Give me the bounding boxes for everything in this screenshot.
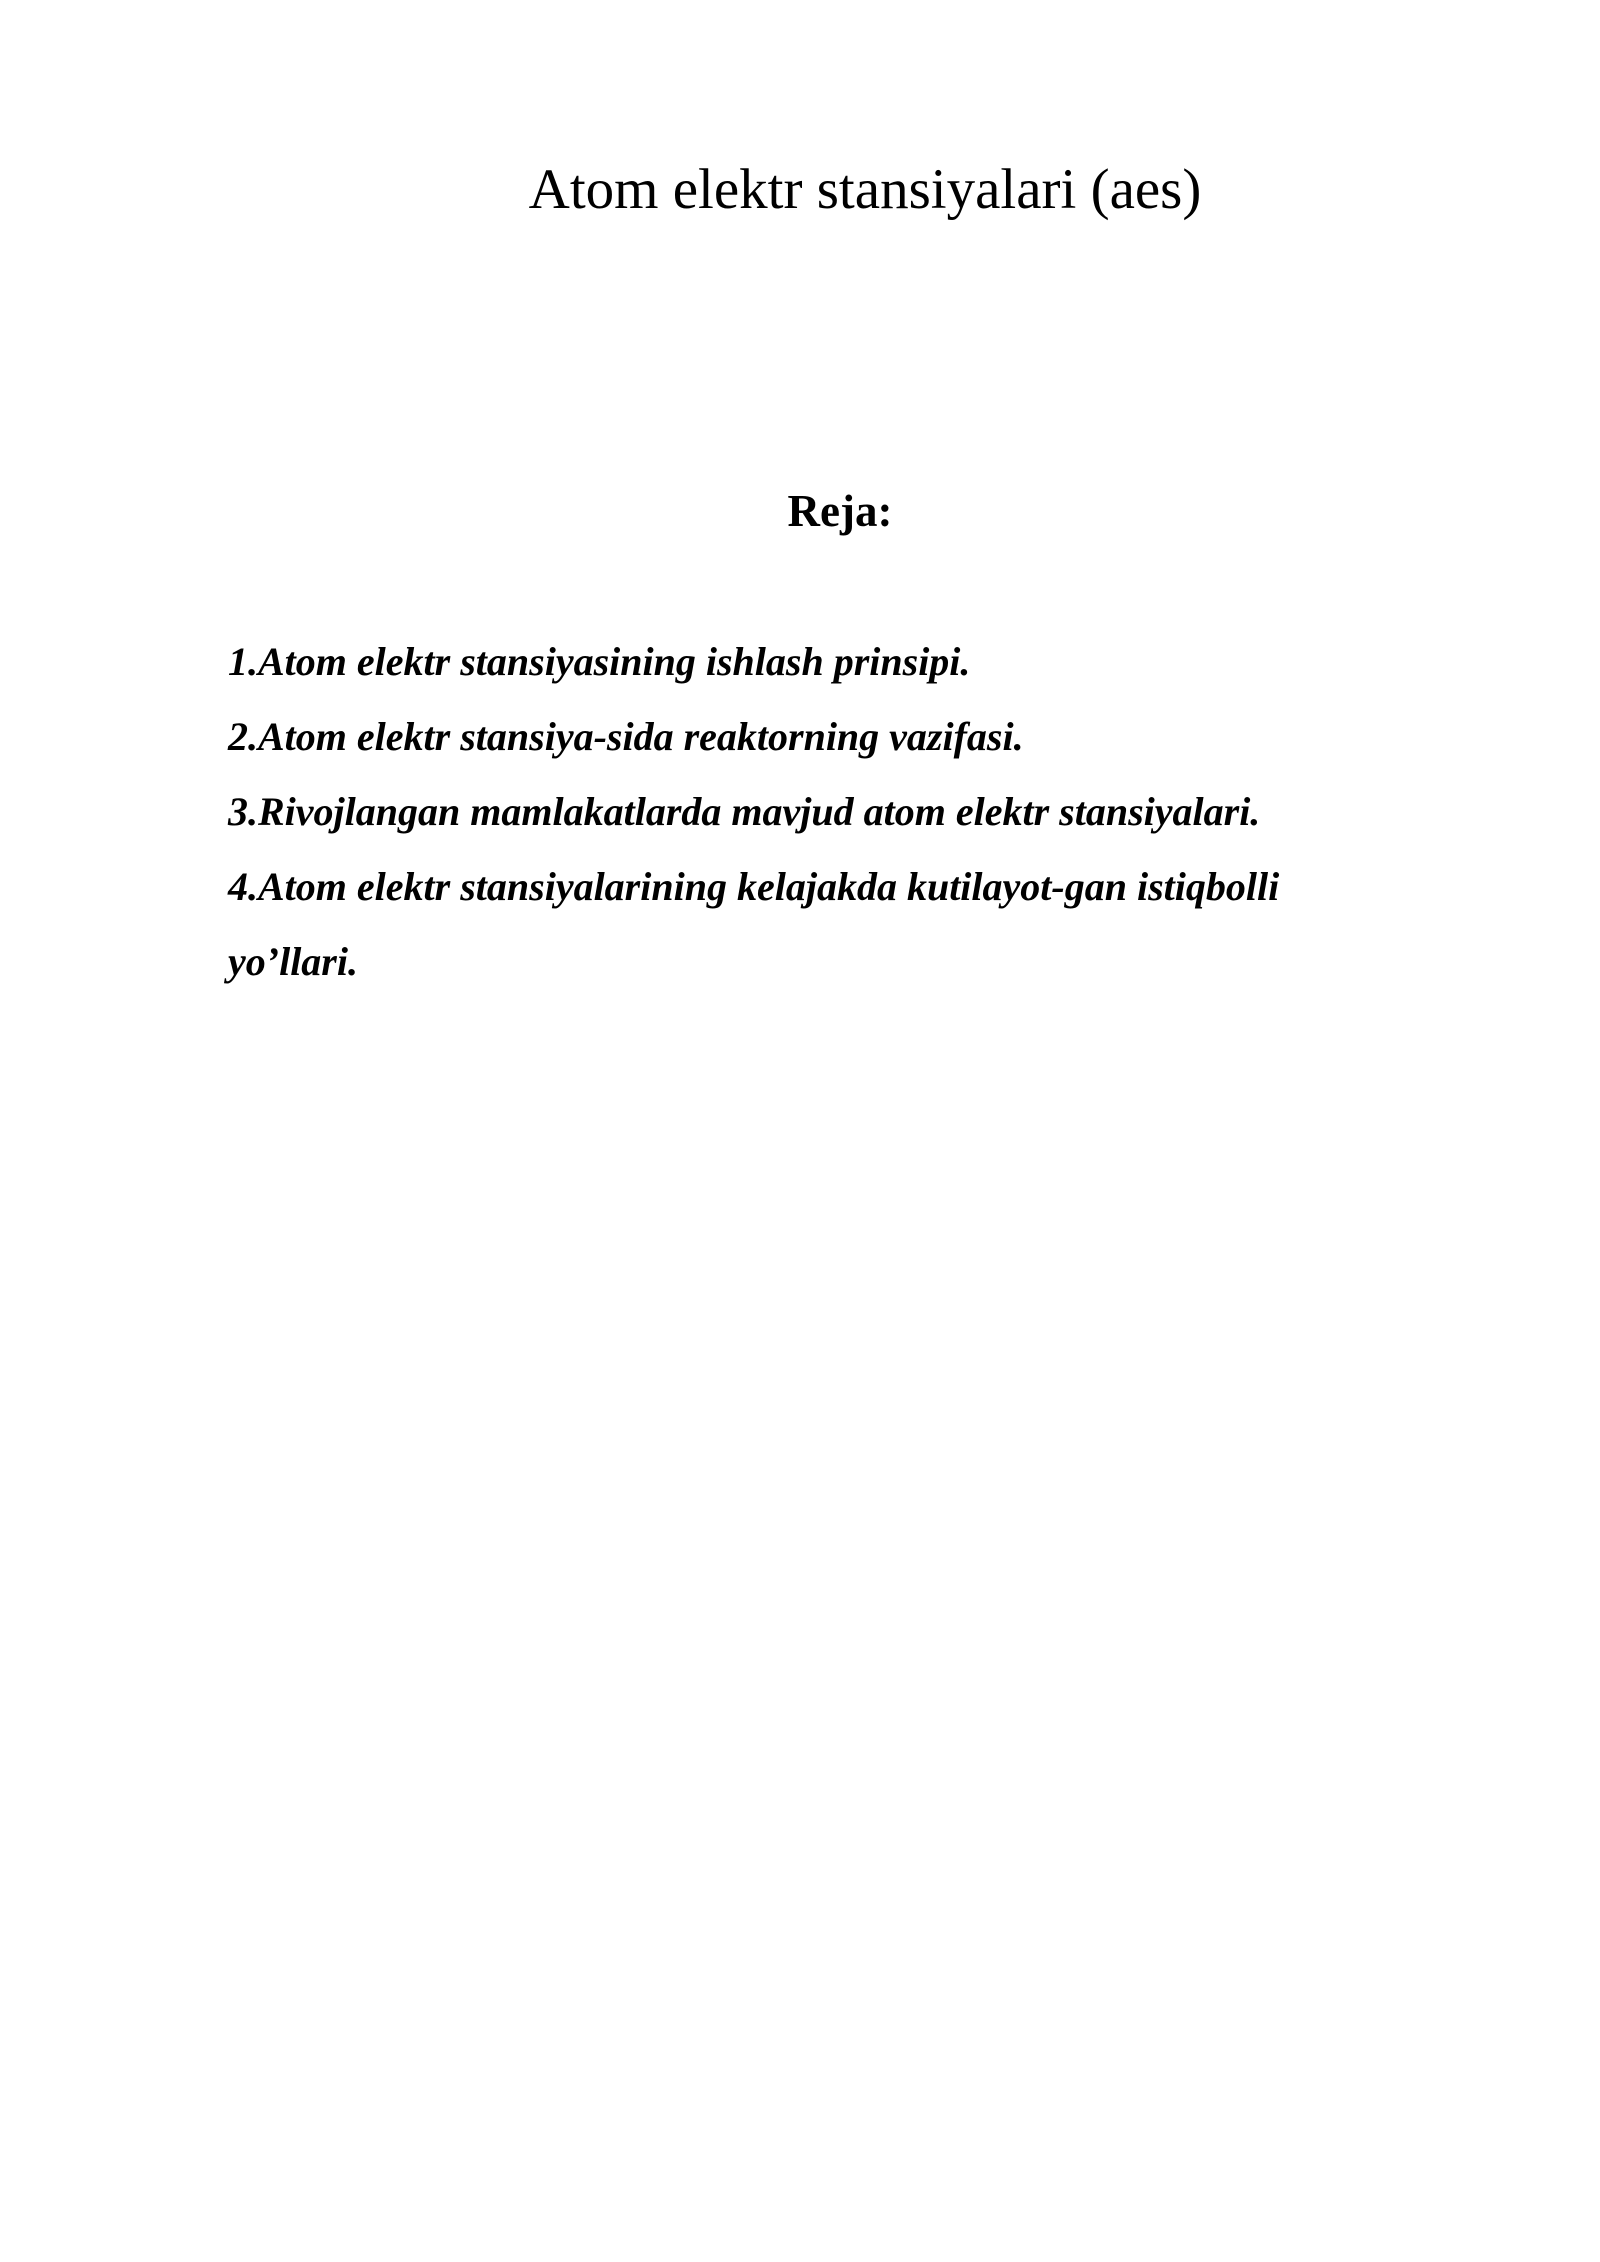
plan-item: 2.Atom elektr stansiya-sida reaktorning vazifasi.: [228, 714, 1024, 759]
plan-item: 4.Atom elektr stansiyalarining kelajakda kutilayot-gan istiqbolli yo’llari.: [228, 864, 1280, 984]
plan-list: [228, 624, 1418, 999]
document-title: Atom elektr stansiyalari (aes): [528, 158, 1202, 221]
plan-item: 3.Rivojlangan mamlakatlarda mavjud atom elektr stansiyalari.: [228, 789, 1261, 834]
plan-heading: Reja:: [787, 486, 893, 536]
plan-item: 1.Atom elektr stansiyasining ishlash prinsipi.: [228, 639, 971, 684]
